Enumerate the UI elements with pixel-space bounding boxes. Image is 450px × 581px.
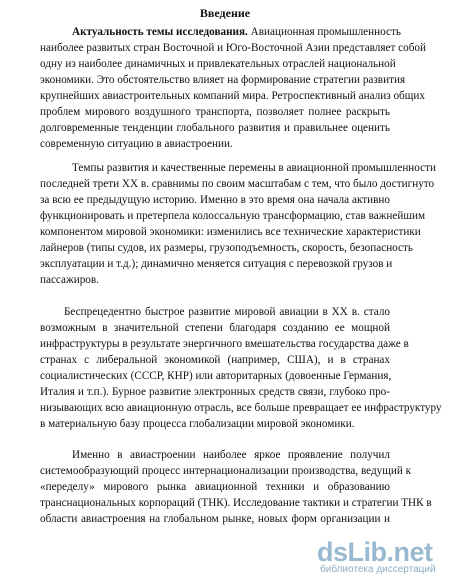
paragraph-line: компонентом мировой экономики: изменились все технические характеристики xyxy=(40,226,421,238)
paragraph-line: в материальную базу процесса глобализации мировой экономики. xyxy=(40,418,355,430)
paragraph-line: проблем мирового воздушного транспорта, позволяет полнее раскрыть xyxy=(40,106,390,118)
watermark-logo-text: dsLib.net xyxy=(317,537,433,567)
paragraph-line: Беспрецедентно быстрое развитие мировой авиации в XX в. стало xyxy=(64,306,390,318)
paragraph-line: наиболее развитых стран Восточной и Юго-Восточной Азии представляет собой xyxy=(40,42,427,54)
paragraph-line: последней трети XX в. сравнимы по своим масштабам с тем, что было достигнуто xyxy=(40,178,435,190)
paragraph-line: экономики. Это обстоятельство влияет на формирование стратегии развития xyxy=(40,74,406,86)
paragraph-line: инфраструктуры в результате энергичного вмешательства государства даже в xyxy=(40,338,409,350)
paragraph-line: функционировать и претерпела колоссальную трансформацию, став важнейшим xyxy=(40,210,426,222)
page-title: Введение xyxy=(199,6,251,20)
paragraph-line: современную ситуацию в авиастроении. xyxy=(40,138,233,150)
paragraph-line: возможным в значительной степени благодаря созданию ее мощной xyxy=(40,322,390,334)
paragraph-line: Именно в авиастроении наиболее яркое проявление получил xyxy=(72,449,390,461)
watermark-subtitle: библиотека диссертаций xyxy=(320,564,436,575)
paragraph-line: социалистических (СССР, КНР) или авторитарных (довоенные Германия, xyxy=(40,370,392,382)
paragraph-line: эксплуатации и т.д.); динамично меняется ситуация с перевозкой грузов и xyxy=(40,258,393,270)
paragraph-line: пассажиров. xyxy=(40,274,99,286)
paragraph-line: Италия и т.п.). Бурное развитие электронных средств связи, глубоко про- xyxy=(40,386,390,398)
paragraph-line: одну из наиболее динамичных и привлекательных отраслей национальной xyxy=(40,58,396,70)
paragraph-line: низывающих всю авиационную отрасль, все больше превращает ее инфраструктуру xyxy=(40,402,442,414)
paragraph-line: странах с либеральной экономикой (например, США), и в странах xyxy=(40,354,390,366)
watermark-logo xyxy=(317,537,442,577)
paragraph-line: за всю ее предыдущую историю. Именно в это время она начала активно xyxy=(40,194,390,206)
paragraph-line: области авиастроения на глобальном рынке, новых форм организации и xyxy=(40,513,390,525)
paragraph-line: транснациональных корпораций (ТНК). Исследование тактики и стратегии ТНК в xyxy=(40,497,432,509)
paragraph-line: крупнейших авиастроительных компаний мира. Ретроспективный анализ общих xyxy=(40,90,425,102)
paragraph-line: Темпы развития и качественные перемены в авиационной промышленности xyxy=(72,162,437,174)
paragraph-line: лайнеров (типы судов, их размеры, грузоподъемность, скорость, безопасность xyxy=(40,242,414,254)
paragraph-line: системообразующий процесс интернационализации производства, ведущий к xyxy=(40,465,412,477)
lead-heading: Актуальность темы исследования. xyxy=(72,26,248,38)
paragraph-line xyxy=(72,24,401,40)
paragraph-line: долговременные тенденции глобального развития и правильнее оценить xyxy=(40,122,390,134)
paragraph-line: «переделу» мирового рынка авиационной техники и образованию xyxy=(40,481,390,493)
lead-rest: Авиационная промышленность xyxy=(250,26,401,38)
